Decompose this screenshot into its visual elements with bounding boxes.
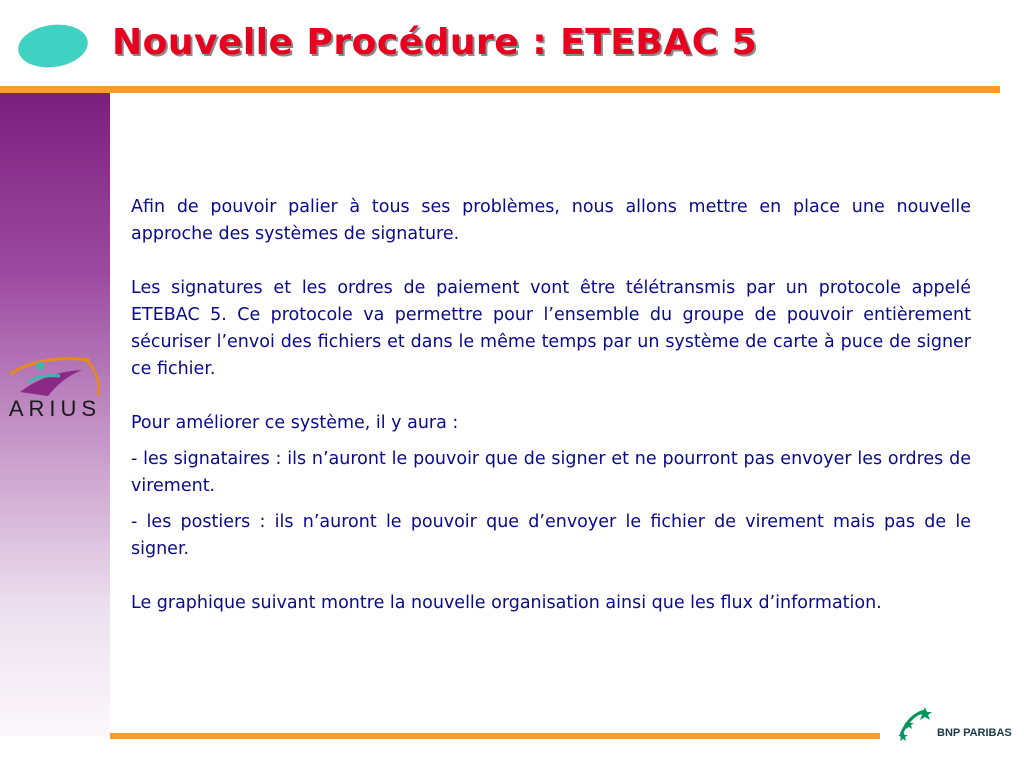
paragraph-intro: Afin de pouvoir palier à tous ses problèmes, nous allons mettre en place une nouvelle approche des systèmes de signature. — [131, 197, 971, 244]
arius-logo-text: ARIUS — [8, 396, 102, 421]
paragraph-improvement: Pour améliorer ce système, il y aura : — [131, 413, 459, 433]
bnp-stars-icon — [895, 705, 937, 745]
paragraph-graph-intro: Le graphique suivant montre la nouvelle organisation ainsi que les flux d’information. — [131, 593, 882, 613]
slide-title: Nouvelle Procédure : ETEBAC 5 — [112, 22, 758, 63]
bnp-paribas-logo — [895, 705, 1015, 755]
list-item-postiers: - les postiers : ils n’auront le pouvoir que d’envoyer le fichier de virement mais pas de le signer. — [131, 512, 971, 559]
bnp-paribas-text: BNP PARIBAS — [937, 727, 1012, 739]
content-area — [131, 194, 971, 617]
arius-swoosh-icon — [2, 352, 108, 402]
bottom-accent-bar — [110, 733, 880, 739]
arius-logo — [2, 352, 108, 422]
list-item-signataires: - les signataires : ils n’auront le pouvoir que de signer et ne pourront pas envoyer les ordres de virement. — [131, 449, 971, 496]
paragraph-protocol: Les signatures et les ordres de paiement vont être télétransmis par un protocole appelé ETEBAC 5. Ce protocole va permettre pour l’ensemble du groupe de pouvoir entièrement sécuriser l’envoi des fichiers et dans le même temps par un système de carte à puce de signer ce fichier. — [131, 278, 971, 379]
top-accent-bar — [0, 86, 1000, 93]
teal-oval-decoration — [15, 20, 90, 71]
